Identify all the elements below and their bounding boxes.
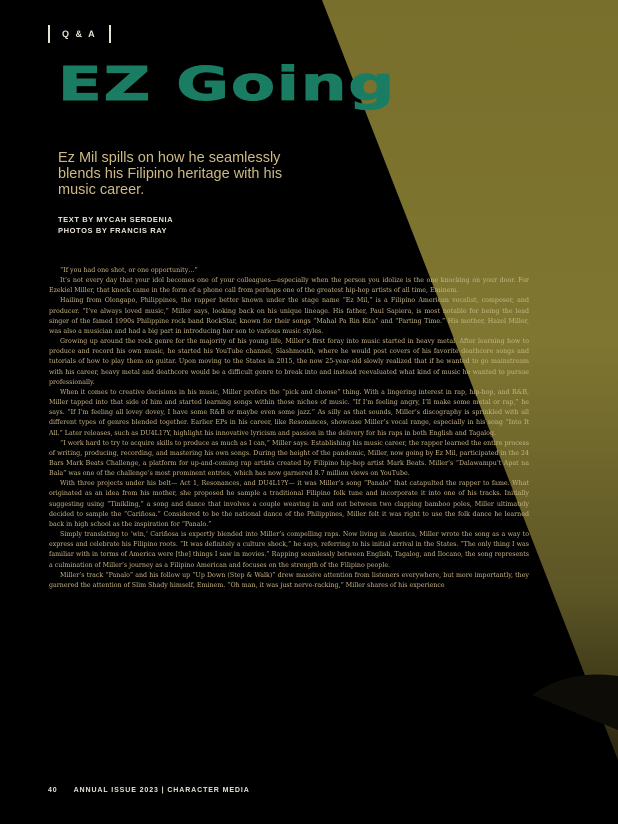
right-divider <box>109 25 111 43</box>
section-header <box>48 24 111 44</box>
article-paragraph: Hailing from Olongapo, Philippines, the rapper better known under the stage name “Ez Mil,” is a Filipino American vocalist, composer, and producer. “I’ve always loved music,” Miller says, looking back on his unique lineage. His father, Paul Sapiera, is most notable for being the lead singer of the famed 1990s Philippine rock band RockStar, known for their songs “Mahal Pa Rin Kita” and “Parting Time.” His mother, Hazel Miller, was also a musician and had a big part in introducing her son to various music styles. <box>49 297 529 335</box>
article-paragraph: Simply translating to ‘win,’ Cariñosa is expertly blended into Miller’s compelling raps. Now living in America, Miller wrote the song as a way to express and celebrate his Filipino roots. “It was definitely a culture shock,” he says, referring to his initial arrival in the States. “The only thing I was familiar with in terms of America were [the] things I saw in movies.” Rapping seamlessly between English, Tagalog, and Ilocano, the song represents a culmination of Miller’s journey as a Filipino American and focuses on the strength of the Filipino people. <box>49 531 529 569</box>
article-title: EZ Going <box>58 58 397 112</box>
article-paragraph: When it comes to creative decisions in his music, Miller prefers the “pick and choose” thing. With a lingering interest in rap, hip-hop, and R&B, Miller tapped into that side of him and started learning songs within those niches of music. “If I’m feeling angry, I’ll make some metal or rap,” he says. “If I’m feeling all lovey dovey, I have some R&B or maybe even some jazz.” As silly as that sounds, Miller’s discography is sprinkled with all different types of genres blended together. Earlier EPs in his career, like Resonances, showcase Miller’s vocal range, especially in his song “Into It All.” Later releases, such as DU4L1?Y, highlight his innovative lyricism and passion in the delivery for his raps in both English and Tagalog. <box>49 388 529 437</box>
article-paragraph: With three projects under his belt— Act 1, Resonances, and DU4L1?Y— it was Miller’s song “Panalo” that catapulted the rapper to fame. What originated as an idea from his mother, she proposed he sample a traditional Filipino folk tune and incorporate it into one of his tracks. Initially suggesting using “Tinikling,” a song and dance that involves a couple weaving in and out between two clapping bamboo poles, Miller ultimately decided to sample the “Cariñosa.” Considered to be the national dance of the Philippines, Miller felt it was right to use the folk dance he learned back in high school as the inspiration for “Panalo.” <box>49 480 529 528</box>
article-paragraph: Growing up around the rock genre for the majority of his young life, Miller’s first foray into music started in heavy metal. After learning how to produce and record his own music, he started his YouTube channel, Slashmouth, where he would post covers of his favorite deathcore songs and tutorials of how to play them on guitar. Upon moving to the States in 2015, the now 25-year-old slowly realized that if he wanted to go mainstream with his career, heavy metal and deathcore would be a difficult genre to break into and instead reevaluated what kind of music he wanted to pursue professionally. <box>49 338 529 386</box>
photo-credit: PHOTOS BY FRANCIS RAY <box>58 226 168 235</box>
article-paragraph: Miller’s track “Panalo” and his follow up “Up Down (Step & Walk)” drew massive attention from listeners everywhere, but more importantly, they garnered the attention of Slim Shady himself, Eminem. “Oh man, it was just nerve-racking,” Miller shares of his experience <box>49 571 529 589</box>
section-label: Q & A <box>62 29 97 39</box>
page-footer <box>48 787 250 794</box>
hill-silhouette <box>532 674 618 730</box>
article-paragraph: “If you had one shot, or one opportunity…” <box>60 267 198 274</box>
article-paragraph: “I work hard to try to acquire skills to produce as much as I can,” Miller says. Establishing his music career, the rapper learned the entire process of writing, producing, recording, and mastering his own songs. During the height of the pandemic, Miller, now going by Ez Mil, participated in the 24 Bars Mark Beats Challenge, a platform for up-and-coming rap artists created by Filipino hip-hop artist Mark Beats. Miller’s “Dalawampu’t Apat na Bala” was one of the challenge’s most prominent entries, which has now garnered 8.7 million views on YouTube. <box>49 439 529 478</box>
article-paragraph: It’s not every day that your idol becomes one of your colleagues—especially when the person you idolize is the one knocking on your door. For Ezekiel Miller, that knock came in the form of a phone call from perhaps one of the greatest hip-hop artists of all time, Eminem. <box>49 277 529 295</box>
left-divider <box>48 25 50 43</box>
issue-label: ANNUAL ISSUE 2023 | CHARACTER MEDIA <box>73 787 250 794</box>
article-body <box>49 266 529 591</box>
text-credit: TEXT BY MYCAH SERDENIA <box>58 215 174 224</box>
article-subtitle: Ez Mil spills on how he seamlessly blends his Filipino heritage with his music career. <box>58 150 283 198</box>
credits <box>58 214 173 236</box>
page-number: 40 <box>48 787 58 794</box>
